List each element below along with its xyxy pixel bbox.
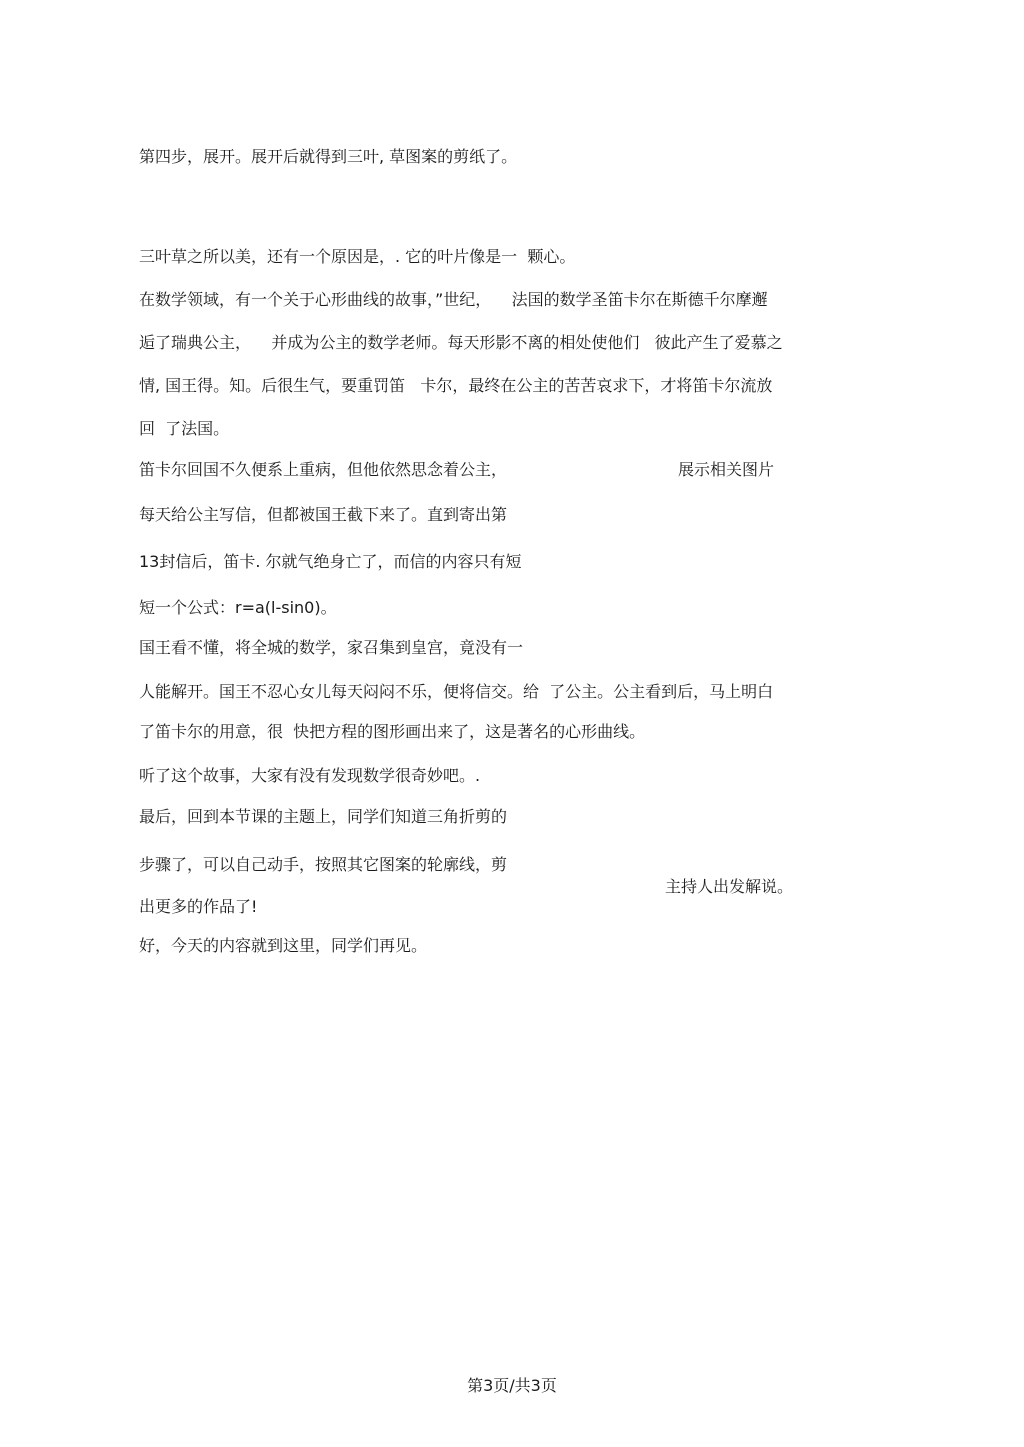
paragraph-line: 最后，回到本节课的主题上，同学们知道三角折剪的 xyxy=(139,807,508,826)
paragraph-line: 步骤了，可以自己动手，按照其它图案的轮廓线，剪 xyxy=(139,855,508,874)
paragraph-line: 了笛卡尔的用意，很 快把方程的图形画出来了，这是著名的心形曲线。 xyxy=(139,722,646,741)
paragraph-line: 13封信后，笛卡. 尔就气绝身亡了，而信的内容只有短 xyxy=(139,552,522,571)
paragraph-line: 在数学领域，有一个关于心形曲线的故事，”世纪， 法国的数学圣笛卡尔在斯德千尔摩邂 xyxy=(139,290,768,309)
paragraph-line: 第四步，展开。展开后就得到三叶, 草图案的剪纸了。 xyxy=(139,147,518,166)
side-note-show-images: 展示相关图片 xyxy=(678,460,775,479)
side-note-host-explains: 主持人出发解说。 xyxy=(665,877,794,896)
paragraph-line: 每天给公主写信，但都被国王截下来了。直到寄出第 xyxy=(139,505,508,524)
paragraph-line: 人能解开。国王不忍心女儿每天闷闷不乐，便将信交。给 了公主。公主看到后，马上明白 xyxy=(139,682,774,701)
paragraph-line: 听了这个故事，大家有没有发现数学很奇妙吧。. xyxy=(139,766,481,785)
paragraph-line: 回 了法国。 xyxy=(139,419,230,438)
paragraph-line: 出更多的作品了! xyxy=(139,897,258,916)
formula-line: 短一个公式：r=a(l-sin0)。 xyxy=(139,598,337,617)
paragraph-line: 三叶草之所以美，还有一个原因是，. 它的叶片像是一 颗心。 xyxy=(139,247,576,266)
page-indicator: 第3页/共3页 xyxy=(467,1376,557,1395)
paragraph-line: 笛卡尔回国不久便系上重病，但他依然思念着公主， xyxy=(139,460,508,479)
paragraph-line: 逅了瑞典公主， 并成为公主的数学老师。每天形影不离的相处使他们 彼此产生了爱慕之 xyxy=(139,333,783,352)
paragraph-line: 情, 国王得。知。后很生气，要重罚笛 卡尔，最终在公主的苦苦哀求下，才将笛卡尔流放 xyxy=(139,376,773,395)
paragraph-line: 国王看不懂，将全城的数学，家召集到皇宫，竟没有一 xyxy=(139,638,524,657)
paragraph-line: 好，今天的内容就到这里，同学们再见。 xyxy=(139,936,428,955)
